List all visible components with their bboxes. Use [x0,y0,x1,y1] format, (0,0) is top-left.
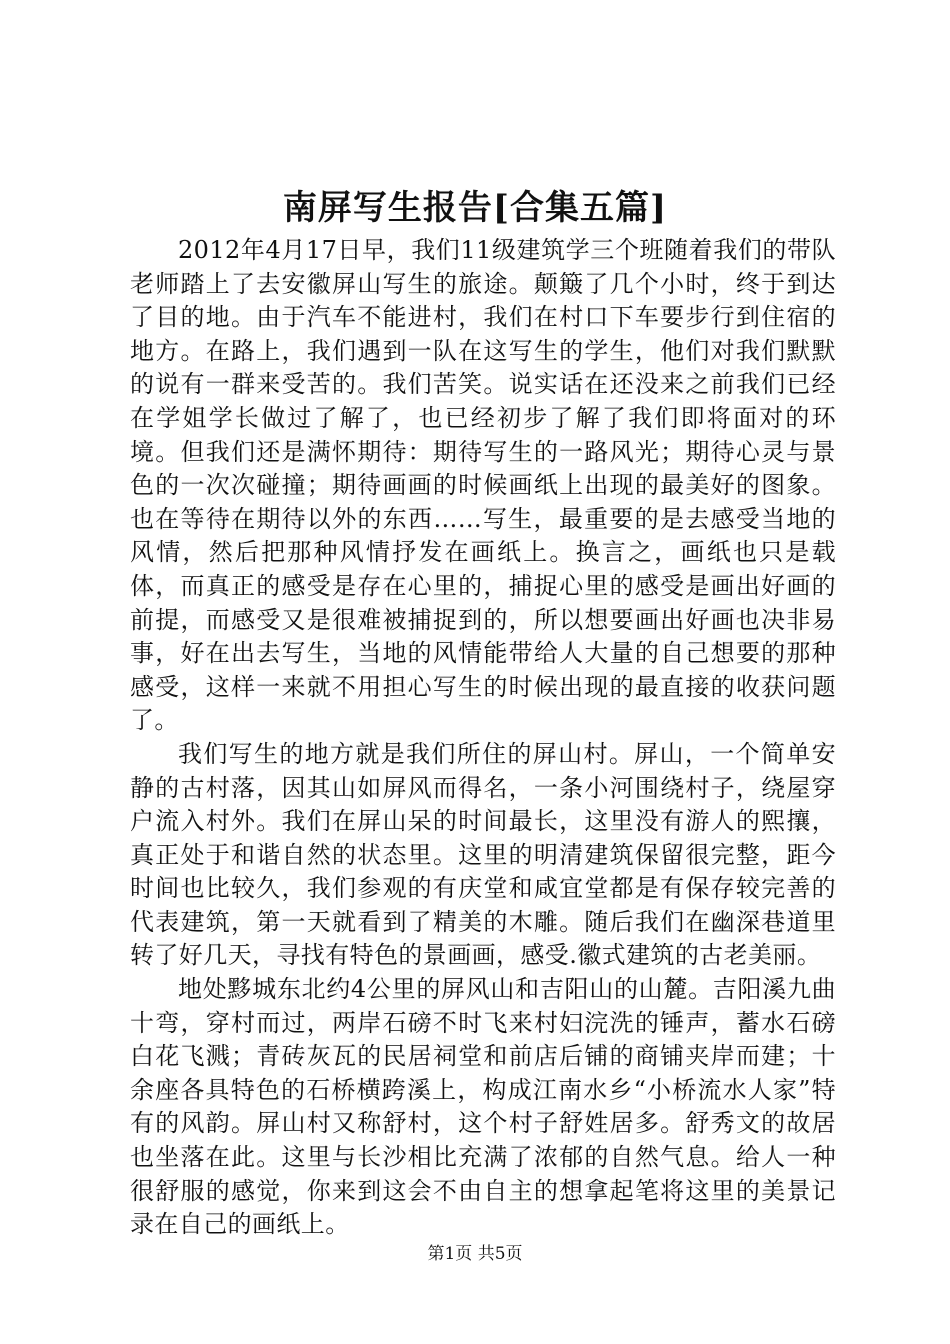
document-body [130,234,836,1242]
page-footer: 第1页 共5页 [427,1244,523,1264]
paragraph-2: 我们写生的地方就是我们所住的屏山村。屏山，一个简单安静的古村落，因其山如屏风而得名，一条小河围绕村子，绕屋穿户流入村外。我们在屏山呆的时间最长，这里没有游人的熙攘，真正处于和谐自然的状态里。这里的明清建筑保留很完整，距今时间也比较久，我们参观的有庆堂和咸宜堂都是有保存较完善的代表建筑，第一天就看到了精美的木雕。随后我们在幽深巷道里转了好几天，寻找有特色的景画画，感受.徽式建筑的古老美丽。 [130,739,836,970]
document-title: 南屏写生报告[合集五篇] [282,188,668,228]
paragraph-1: 2012年4月17日早，我们11级建筑学三个班随着我们的带队老师踏上了去安徽屏山写生的旅途。颠簸了几个小时，终于到达了目的地。由于汽车不能进村，我们在村口下车要步行到住宿的地方。在路上，我们遇到一队在这写生的学生，他们对我们默默的说有一群来受苦的。我们苦笑。说实话在还没来之前我们已经在学姐学长做过了解了，也已经初步了解了我们即将面对的环境。但我们还是满怀期待：期待写生的一路风光；期待心灵与景色的一次次碰撞；期待画画的时候画纸上出现的最美好的图象。也在等待在期待以外的东西……写生，最重要的是去感受当地的风情，然后把那种风情抒发在画纸上。换言之，画纸也只是载体，而真正的感受是存在心里的，捕捉心里的感受是画出好画的前提，而感受又是很难被捕捉到的，所以想要画出好画也决非易事，好在出去写生，当地的风情能带给人大量的自己想要的那种感受，这样一来就不用担心写生的时候出现的最直接的收获问题了。 [130,236,836,735]
paragraph-3: 地处黟城东北约4公里的屏风山和吉阳山的山麓。吉阳溪九曲十弯，穿村而过，两岸石磅不时飞来村妇浣洗的锤声，蓄水石磅白花飞溅；青砖灰瓦的民居祠堂和前店后铺的商铺夹岸而建；十余座各具特色的石桥横跨溪上，构成江南水乡“小桥流水人家”特有的风韵。屏山村又称舒村，这个村子舒姓居多。舒秀文的故居也坐落在此。这里与长沙相比充满了浓郁的自然气息。给人一种很舒服的感觉，你来到这会不由自主的想拿起笔将这里的美景记录在自己的画纸上。 [130,975,836,1239]
